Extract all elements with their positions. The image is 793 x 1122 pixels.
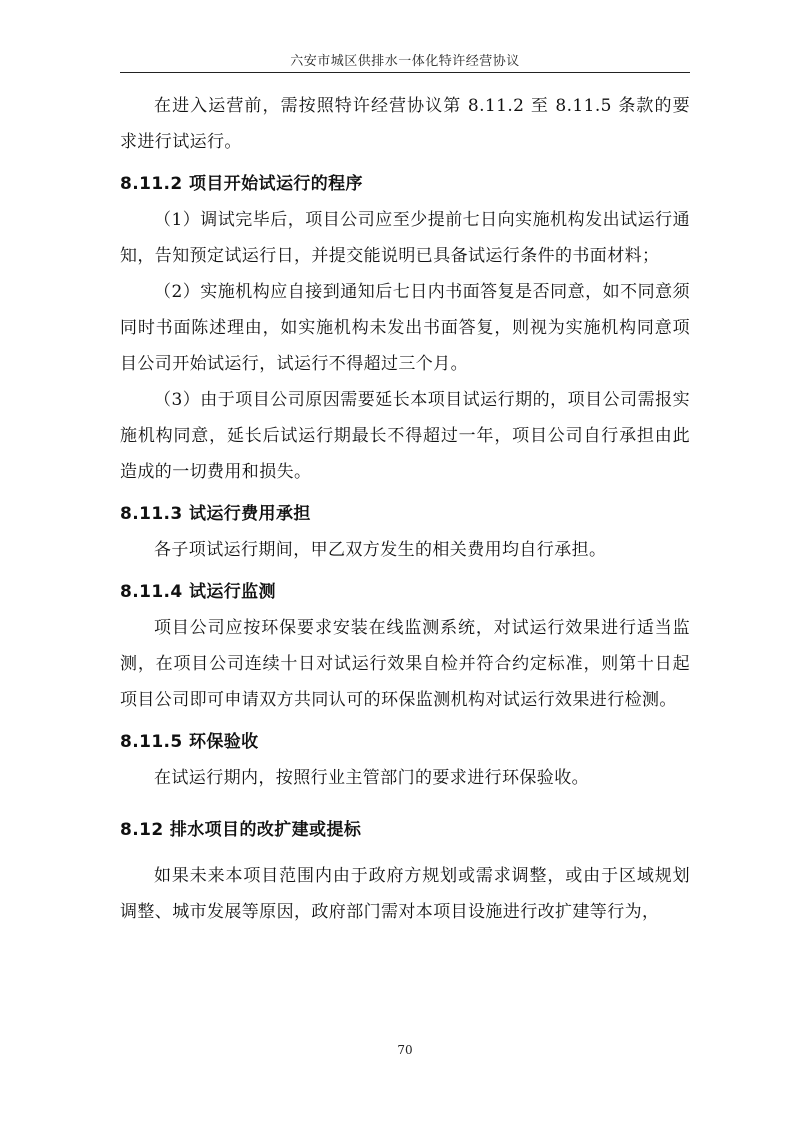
running-header: 六安市城区供排水一体化特许经营协议: [290, 54, 520, 69]
paragraph-item-1: （1）调试完毕后，项目公司应至少提前七日向实施机构发出试运行通知，告知预定试运行日，并提交能说明已具备试运行条件的书面材料；: [120, 210, 690, 266]
section-heading-8-12: 8.12 排水项目的改扩建或提标: [120, 820, 362, 840]
section-heading-8-11-5: 8.11.5 环保验收: [120, 732, 259, 752]
paragraph-monitoring: 项目公司应按环保要求安装在线监测系统，对试运行效果进行适当监测，在项目公司连续十日对试运行效果自检并符合约定标准，则第十日起项目公司即可申请双方共同认可的环保监测机构对试运行效果进行检测。: [120, 618, 690, 710]
paragraph-cost: 各子项试运行期间，甲乙双方发生的相关费用均自行承担。: [154, 540, 607, 560]
document-body: [120, 88, 690, 930]
section-heading-8-11-3: 8.11.3 试运行费用承担: [120, 504, 311, 524]
section-heading-8-11-2: 8.11.2 项目开始试运行的程序: [120, 174, 363, 194]
paragraph-item-3: （3）由于项目公司原因需要延长本项目试运行期的，项目公司需报实施机构同意，延长后试运行期最长不得超过一年，项目公司自行承担由此造成的一切费用和损失。: [120, 390, 690, 482]
section-heading-8-11-4: 8.11.4 试运行监测: [120, 582, 276, 602]
paragraph-item-2: （2）实施机构应自接到通知后七日内书面答复是否同意，如不同意须同时书面陈述理由，如实施机构未发出书面答复，则视为实施机构同意项目公司开始试运行，试运行不得超过三个月。: [120, 282, 690, 374]
paragraph-acceptance: 在试运行期内，按照行业主管部门的要求进行环保验收。: [154, 768, 589, 788]
page-number: 70: [397, 1043, 413, 1057]
header-divider: [120, 72, 690, 73]
intro-paragraph: 在进入运营前，需按照特许经营协议第 8.11.2 至 8.11.5 条款的要求进行试运行。: [120, 96, 690, 152]
paragraph-expansion: 如果未来本项目范围内由于政府方规划或需求调整，或由于区域规划调整、城市发展等原因，政府部门需对本项目设施进行改扩建等行为，: [120, 866, 690, 922]
